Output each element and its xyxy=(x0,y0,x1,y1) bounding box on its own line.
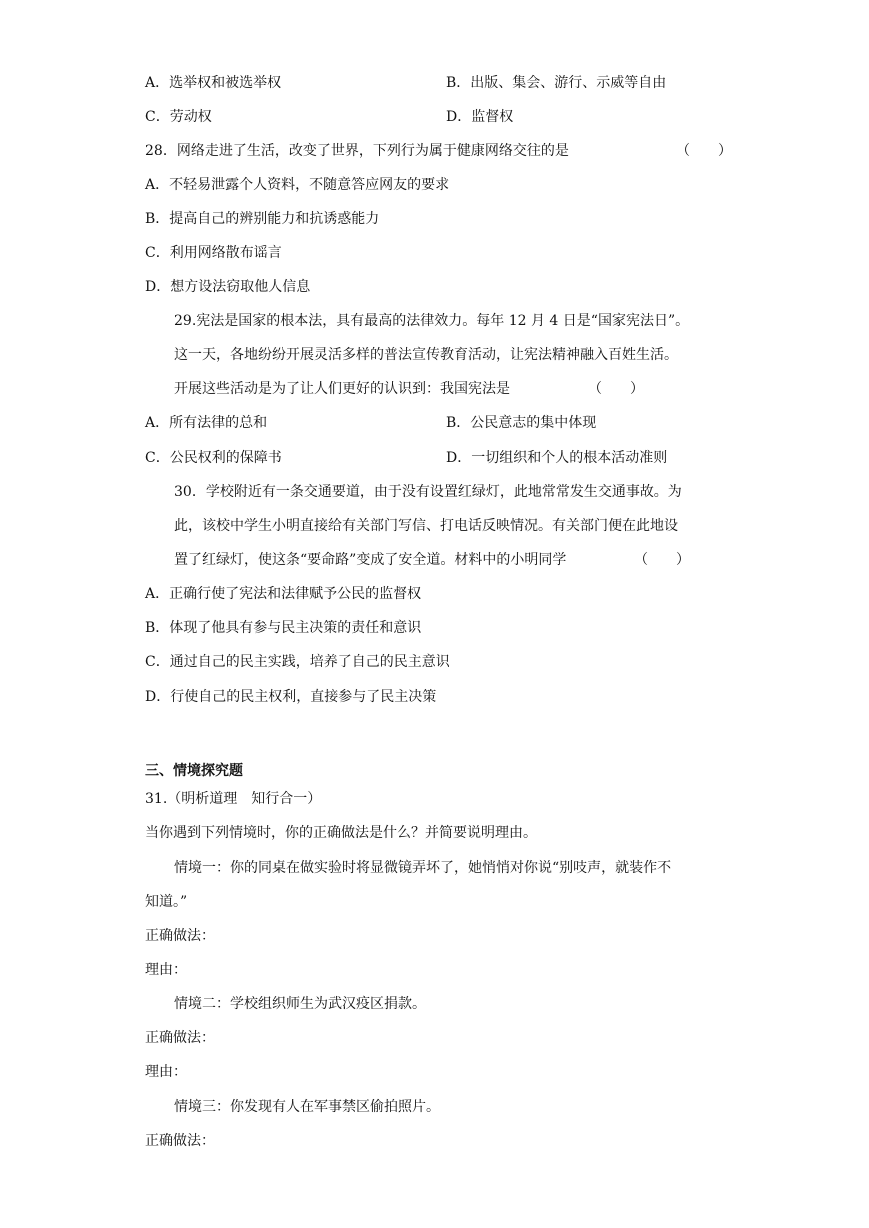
q30-option-c: C．通过自己的民主实践，培养了自己的民主意识 xyxy=(145,654,450,670)
q31-stem: 31.（明析道理 知行合一） xyxy=(145,791,322,807)
q30-option-b: B．体现了他具有参与民主决策的责任和意识 xyxy=(145,620,422,636)
q28-answer-paren: （ ） xyxy=(676,143,732,159)
section-heading: 三、情境探究题 xyxy=(145,763,243,779)
q30-stem-line-2: 此，该校中学生小明直接给有关部门写信、打电话反映情况。有关部门便在此地设 xyxy=(174,518,678,534)
q29-stem-line-2: 这一天，各地纷纷开展灵活多样的普法宣传教育活动，让宪法精神融入百姓生活。 xyxy=(174,347,678,363)
q29-stem-line-1: 29.宪法是国家的根本法，具有最高的法律效力。每年 12 月 4 日是“国家宪法日”。 xyxy=(174,313,690,329)
q27-option-d: D．监督权 xyxy=(446,109,514,125)
q29-answer-paren: （ ） xyxy=(588,381,644,397)
q29-option-d: D．一切组织和个人的根本活动准则 xyxy=(446,450,668,466)
q29-option-a: A．所有法律的总和 xyxy=(145,415,268,431)
q30-stem-line-3: 置了红绿灯，使这条“要命路”变成了安全道。材料中的小明同学 xyxy=(174,552,567,568)
q28-option-a: A．不轻易泄露个人资料，不随意答应网友的要求 xyxy=(145,177,450,193)
q30-option-a: A．正确行使了宪法和法律赋予公民的监督权 xyxy=(145,586,422,602)
scenario-1-line-2: 知道。” xyxy=(145,894,188,910)
q28-option-b: B．提高自己的辨别能力和抗诱惑能力 xyxy=(145,211,380,227)
q29-option-c: C．公民权利的保障书 xyxy=(145,450,282,466)
scenario-2-text: 情境二：学校组织师生为武汉疫区捐款。 xyxy=(174,996,426,1012)
q29-stem-line-3: 开展这些活动是为了让人们更好的认识到：我国宪法是 xyxy=(174,381,510,397)
q30-answer-paren: （ ） xyxy=(634,552,690,568)
q29-option-b: B．公民意志的集中体现 xyxy=(446,415,597,431)
q31-instruction: 当你遇到下列情境时，你的正确做法是什么？并简要说明理由。 xyxy=(145,825,537,841)
scenario-1-answer-label: 正确做法： xyxy=(145,928,215,944)
q27-option-c: C．劳动权 xyxy=(145,109,212,125)
q28-option-d: D．想方设法窃取他人信息 xyxy=(145,279,311,295)
scenario-3-answer-label: 正确做法： xyxy=(145,1133,215,1149)
q27-option-a: A．选举权和被选举权 xyxy=(145,75,282,91)
scenario-3-text: 情境三：你发现有人在军事禁区偷拍照片。 xyxy=(174,1099,440,1115)
q30-option-d: D．行使自己的民主权利，直接参与了民主决策 xyxy=(145,689,437,705)
q30-stem-line-1: 30．学校附近有一条交通要道，由于没有设置红绿灯，此地常常发生交通事故。为 xyxy=(174,484,682,500)
scenario-1-reason-label: 理由： xyxy=(145,962,187,978)
q28-stem: 28．网络走进了生活，改变了世界，下列行为属于健康网络交往的是 xyxy=(145,143,569,159)
q27-option-b: B．出版、集会、游行、示威等自由 xyxy=(446,75,667,91)
q28-option-c: C．利用网络散布谣言 xyxy=(145,245,282,261)
scenario-2-answer-label: 正确做法： xyxy=(145,1030,215,1046)
scenario-2-reason-label: 理由： xyxy=(145,1064,187,1080)
scenario-1-line-1: 情境一：你的同桌在做实验时将显微镜弄坏了，她悄悄对你说“别吱声，就装作不 xyxy=(174,860,672,876)
